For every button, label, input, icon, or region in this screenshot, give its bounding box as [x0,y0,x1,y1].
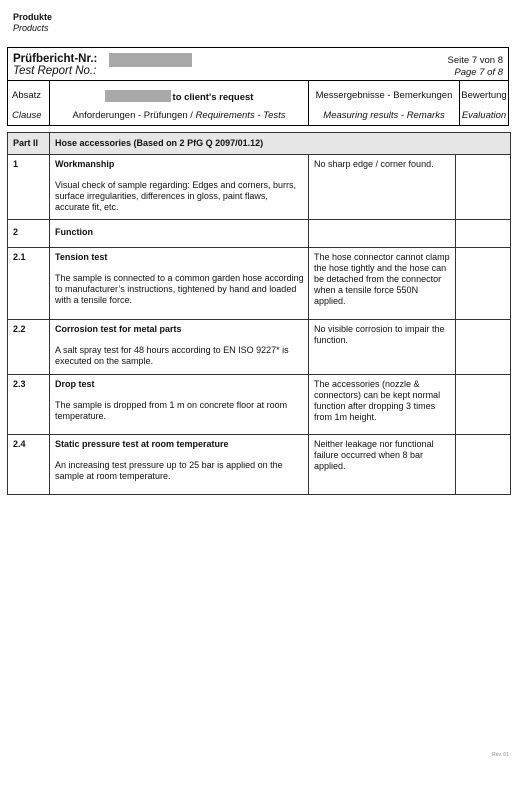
test-title: Corrosion test for metal parts [55,324,182,334]
table-row [8,375,511,435]
redacted-report-number [109,53,192,67]
col-requirements-source [50,90,308,103]
table-row [8,435,511,495]
evaluation-cell [456,220,511,248]
col-requirements-label [50,110,308,121]
test-title: Static pressure test at room temperature [55,439,229,449]
test-title: Tension test [55,252,108,262]
part-title: Hose accessories (Based on 2 PfG Q 2097/01.12) [50,133,511,155]
col-clause [8,81,50,125]
result-cell: The accessories (nozzle & connectors) can be kept normal function after dropping 3 times from 1m height. [309,375,456,435]
col-requirements-de: Anforderungen - Prüfungen / [72,110,196,121]
evaluation-cell [456,248,511,320]
evaluation-cell [456,155,511,220]
test-title: Drop test [55,379,95,389]
test-cell [50,248,309,320]
page-indicator [448,55,503,79]
table-row [8,220,511,248]
revision-label: Rev. 01 [492,752,509,758]
test-description: The sample is connected to a common garden hose according to manufacturer’s instructions, tightened by hand and loaded with a tensile force. [55,273,304,305]
table-row [8,155,511,220]
clause-number: 2 [8,220,50,248]
test-cell [50,155,309,220]
part-header-row [8,133,511,155]
report-number-label [13,53,97,77]
test-cell [50,220,309,248]
test-description: The sample is dropped from 1 m on concrete floor at room temperature. [55,400,288,421]
col-requirements [50,81,309,125]
test-description: Visual check of sample regarding: Edges and corners, burrs, surface irregularities, differences in gloss, paint flaws, accurate fit, etc. [55,180,296,212]
col-evaluation-en: Evaluation [461,110,507,121]
product-category [13,12,52,34]
test-description: An increasing test pressure up to 25 bar is applied on the sample at room temperature. [55,460,283,481]
result-cell: No visible corrosion to impair the function. [309,320,456,375]
col-results-en: Measuring results - Remarks [323,110,445,121]
col-clause-de: Absatz [12,90,42,101]
table-row [8,248,511,320]
report-number-label-en: Test Report No.: [13,65,97,77]
col-results-de: Messergebnisse - Bemerkungen [315,90,453,101]
category-en: Products [13,23,49,33]
col-requirements-en: Requirements - Tests [195,110,286,121]
col-results [309,81,460,125]
redacted-standard [105,90,171,102]
category-de: Produkte [13,12,53,22]
clause-number: 2.2 [8,320,50,375]
page-indicator-en: Page 7 of 8 [454,67,503,78]
test-title: Workmanship [55,159,115,169]
clause-number: 2.3 [8,375,50,435]
col-evaluation-de: Bewertung [461,90,507,101]
result-cell: Neither leakage nor functional failure occurred when 8 bar applied. [309,435,456,495]
clause-number: 2.1 [8,248,50,320]
test-cell [50,320,309,375]
column-headers [7,81,509,126]
evaluation-cell [456,375,511,435]
result-cell: The hose connector cannot clamp the hose tightly and the hose can be detached from the connector when a tensile force 550N applied. [309,248,456,320]
page-indicator-de: Seite 7 von 8 [447,55,503,66]
part-label: Part II [8,133,50,155]
report-header [7,47,509,81]
test-results-table [7,132,511,495]
col-evaluation [460,81,508,125]
test-cell [50,375,309,435]
clause-number: 2.4 [8,435,50,495]
result-cell: No sharp edge / corner found. [309,155,456,220]
test-description: A salt spray test for 48 hours according to EN ISO 9227* is executed on the sample. [55,345,289,366]
col-clause-en: Clause [12,110,42,121]
client-request-label: to client's request [172,92,254,103]
result-cell [309,220,456,248]
evaluation-cell [456,435,511,495]
clause-number: 1 [8,155,50,220]
evaluation-cell [456,320,511,375]
test-title: Function [55,227,93,237]
table-row [8,320,511,375]
test-cell [50,435,309,495]
report-number-label-de: Prüfbericht-Nr.: [13,53,98,65]
